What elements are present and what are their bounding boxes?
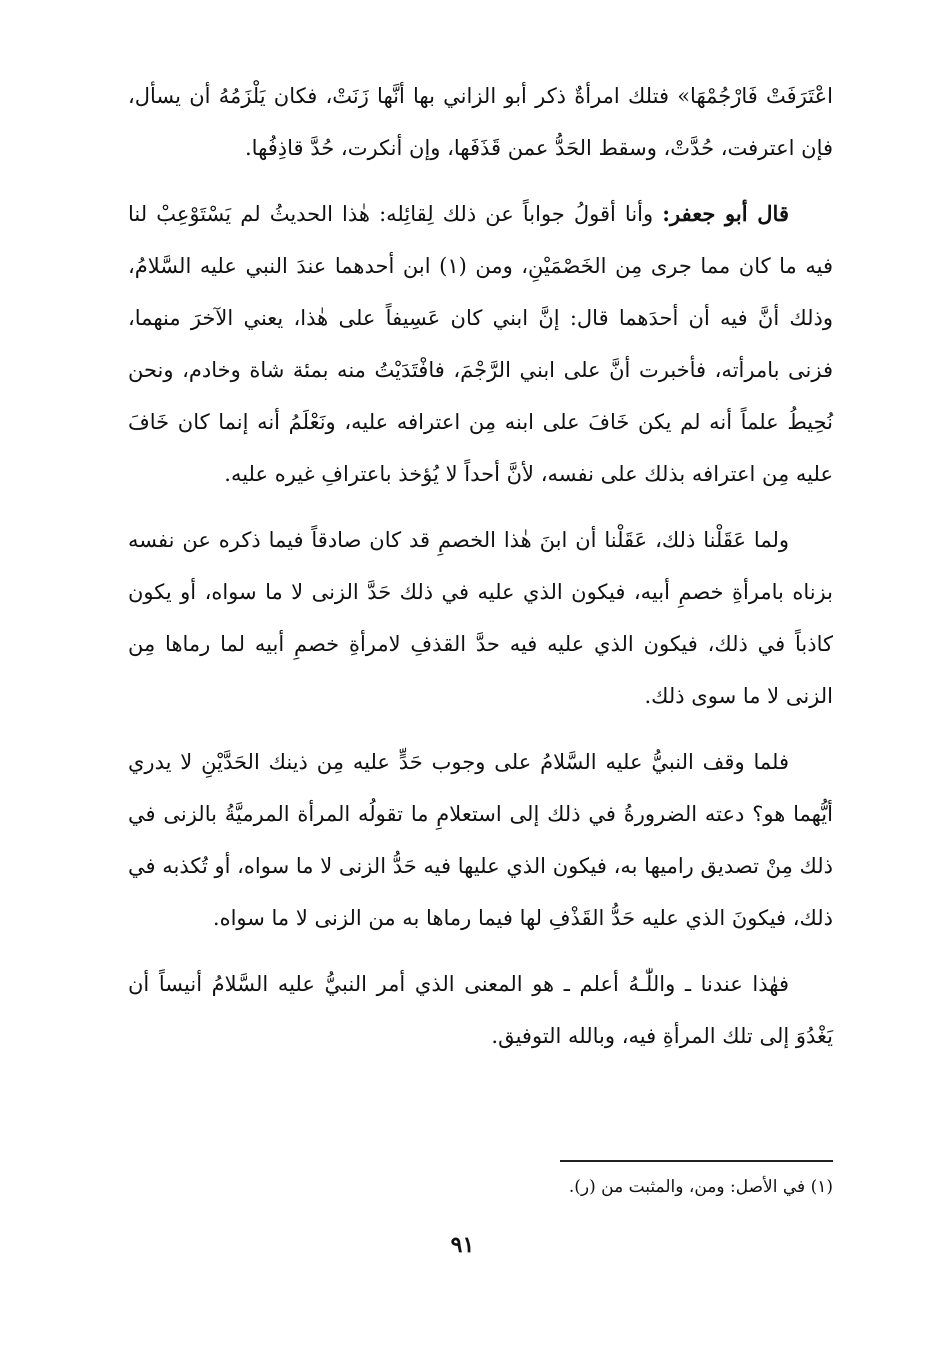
- footnote-divider: [560, 1160, 833, 1162]
- paragraph-4: فلما وقف النبيُّ عليه السَّلامُ على وجوب حَدٍّ عليه مِن ذينك الحَدَّيْنِ لا يدري أيُّهما هو؟ دعته الضرورةُ في ذلك إلى استعلامِ ما تقولُه المرأة المرميَّةُ بالزنى في ذلك مِنْ تصديق راميها به، فيكون الذي عليها فيه حَدُّ الزنى لا ما سواه، أو تُكذبه في ذلك، فيكونَ الذي عليه حَدُّ القَذْفِ لها فيما رماها به من الزنى لا ما سواه.: [128, 750, 833, 930]
- paragraph-2: قال أبو جعفر: وأنا أقولُ جواباً عن ذلك لِقائِله: هٰذا الحديثُ لم يَسْتَوْعِبْ لنا فيه ما كان مما جرى مِن الخَصْمَيْنِ، ومن (١) ابن أحدهما عندَ النبي عليه السَّلامُ، وذلك أنَّ فيه أن أحدَهما قال: إنَّ ابني كان عَسِيفاً على هٰذا، يعني الآخرَ منهما، فزنى بامرأته، فأخبرت أنَّ على ابني الرَّجْمَ، فافْتَدَيْتُ منه بمئة شاة وخادم، ونحن نُحِيطُ علماً أنه لم يكن خَافَ على ابنه مِن اعترافه عليه، ونَعْلَمُ أنه إنما كان خَافَ عليه مِن اعترافه بذلك على نفسه، لأنَّ أحداً لا يُؤخذ باعترافِ غيره عليه.: [128, 201, 833, 486]
- paragraph-3: ولما عَقَلْنا ذلك، عَقَلْنا أن ابنَ هٰذا الخصمِ قد كان صادقاً فيما ذكره عن نفسه بزناه بامرأةِ خصمِ أبيه، فيكون الذي عليه في ذلك حَدَّ الزنى لا ما سواه، أو يكون كاذباً في ذلك، فيكون الذي عليه فيه حدَّ القذفِ لامرأةِ خصمِ أبيه لما رماها مِن الزنى لا ما سوى ذلك.: [128, 528, 833, 708]
- body-text: [128, 70, 833, 1062]
- page-number: ٩١: [450, 1232, 475, 1258]
- speaker-label: قال أبو جعفر:: [662, 201, 789, 226]
- footnote: (١) في الأصل: ومن، والمثبت من (ر).: [568, 1177, 833, 1197]
- paragraph-1: اعْتَرَفَتْ فَارْجُمْهَا» فتلك امرأةٌ ذكر أبو الزاني بها أنَّها زَنَتْ، فكان يَلْزَمُهُ أن يسأل، فإن اعترفت، حُدَّتْ، وسقط الحَدُّ عمن قَذَفَها، وإن أنكرت، حُدَّ قاذِفُها.: [128, 84, 833, 160]
- paragraph-5: فهٰذا عندنا ـ واللّٰـهُ أعلم ـ هو المعنى الذي أمر النبيُّ عليه السَّلامُ أنيساً أن يَغْدُوَ إلى تلك المرأةِ فيه، وبالله التوفيق.: [128, 972, 833, 1048]
